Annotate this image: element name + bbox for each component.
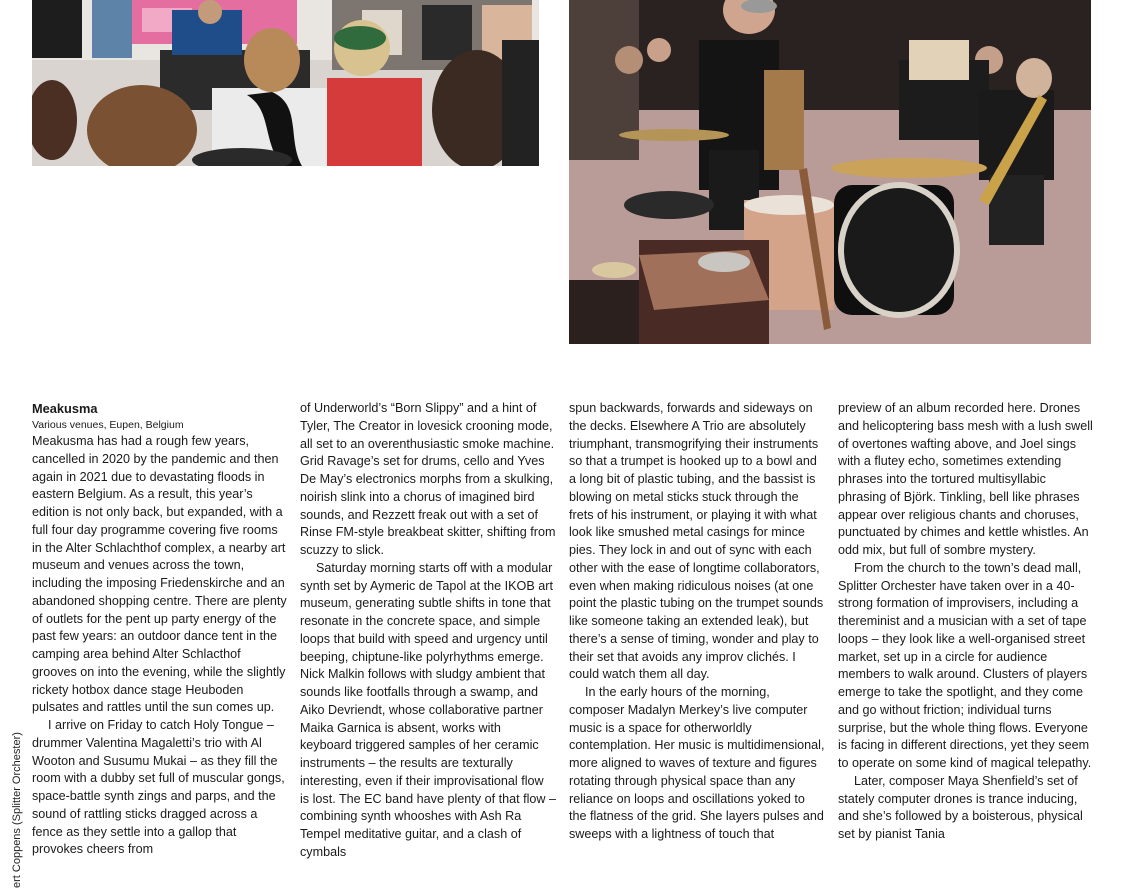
photo-credit: ert Coppens (Splitter Orchester) — [11, 732, 23, 888]
concert-photo-drummer — [569, 0, 1091, 344]
column-body — [300, 400, 556, 862]
column-body — [838, 400, 1094, 844]
article-column-4 — [838, 400, 1094, 844]
venue-line: Various venues, Eupen, Belgium — [32, 419, 184, 431]
paragraph: of Underworld’s “Born Slippy” and a hint of Tyler, The Creator in lovesick crooning mode, all set to an overenthusiastic smoke machine. Grid Ravage’s set for drums, cello and Yves De May’s electronics morphs from a skulking, noirish slink into a chorus of imagined bird sounds, and Rezzett freak out with a set of Rinse FM-style breakbeat skitter, shifting from scuzzy to slick. — [300, 401, 556, 557]
article-column-2 — [300, 400, 556, 862]
article-column-3 — [569, 400, 825, 844]
paragraph: From the church to the town’s dead mall, Splitter Orchester have taken over in a 40-strong formation of improvisers, including a thereminist and a musician with a set of tape loops – they look like a well-organised street market, set up in a circle for audience members to walk around. Clusters of players emerge to take the spotlight, and they come and go without friction; individual turns surprise, but the whole thing flows. Everyone is facing in different directions, yet they seem to operate on some kind of magical telepathy. — [838, 560, 1092, 770]
column-body — [569, 400, 825, 844]
paragraph: preview of an album recorded here. Drones and helicoptering bass mesh with a lush swell of overtones wafting above, and Joel sings with a flutey echo, sometimes extending phrases into the tortured multisyllabic phrasing of Björk. Tinkling, bell like phrases appear over religious chants and choruses, punctuated by chimes and kettle whistles. An odd mix, but full of sombre mystery. — [838, 401, 1093, 557]
concert-photo-audience — [32, 0, 539, 166]
paragraph: Later, composer Maya Shenfield’s set of stately computer drones is trance inducing, and she’s followed by a boisterous, physical set by pianist Tania — [838, 773, 1083, 841]
paragraph: I arrive on Friday to catch Holy Tongue – drummer Valentina Magaletti’s trio with Al Wooton and Susumu Mukai – as they fill the room with a dubby set full of muscular gongs, space-battle synth zings and parps, and the sound of rattling sticks dragged across a fence as they settle into a gallop that provokes cheers from — [32, 718, 285, 857]
paragraph: Meakusma has had a rough few years, cancelled in 2020 by the pandemic and then again in 2021 due to devastating floods in eastern Belgium. As a result, this year’s edition is not only back, but expanded, with a full four day programme covering five rooms in the Alter Schlachthof complex, a nearby art museum and venues across the town, including the imposing Friedenskirche and an abandoned shopping centre. There are plenty of outlets for the pent up party energy of the past few years: an outdoor dance tent in the camping area behind Alter Schlacthof grooves on into the evening, while the slightly rickety hotbox dance stage Heuboden pulsates and rattles until the sun comes up. — [32, 434, 287, 715]
paragraph: Saturday morning starts off with a modular synth set by Aymeric de Tapol at the IKOB art museum, generating subtle shifts in tone that resonate in the concrete space, and simple loops that build with speed and urgency until beeping, chiptune-like polyrhythms emerge. Nick Malkin follows with sludgy ambient that sounds like footfalls through a swamp, and Aiko Devriendt, whose collaborative partner Maika Garnica is absent, works with keyboard triggered samples of her ceramic instruments – the results are texturally interesting, even if their improvisational flow is lost. The EC band have plenty of that flow – combining synth whooshes with Ash Ra Tempel meditative guitar, and a clash of cymbals — [300, 560, 556, 859]
paragraph: spun backwards, forwards and sideways on the decks. Elsewhere A Trio are absolutely triumphant, transmogrifying their instruments so that a trumpet is hooked up to a bowl and a long bit of plastic tubing, and the bassist is blowing on metal sticks stuck through the frets of his instrument, or playing it with what look like smushed metal casings for mince pies. They lock in and out of sync with each other with the ease of longtime collaborators, even when making ridiculous noises (at one point the plastic tubing on the trumpet sounds like someone taking an extended leak), but there’s a sense of timing, wonder and play to their set that avoids any improv clichés. I could watch them all day. — [569, 401, 824, 682]
review-heading: Meakusma — [32, 401, 98, 416]
article-column-1 — [32, 400, 288, 859]
column-body — [32, 433, 288, 859]
paragraph: In the early hours of the morning, composer Madalyn Merkey’s live computer music is a space for otherworldly contemplation. Her music is multidimensional, more aligned to waves of texture and figures rotating through physical space than any reliance on loops and oscillations yoked to the flatness of the grid. She layers pulses and sweeps with a lightness of touch that — [569, 685, 825, 841]
